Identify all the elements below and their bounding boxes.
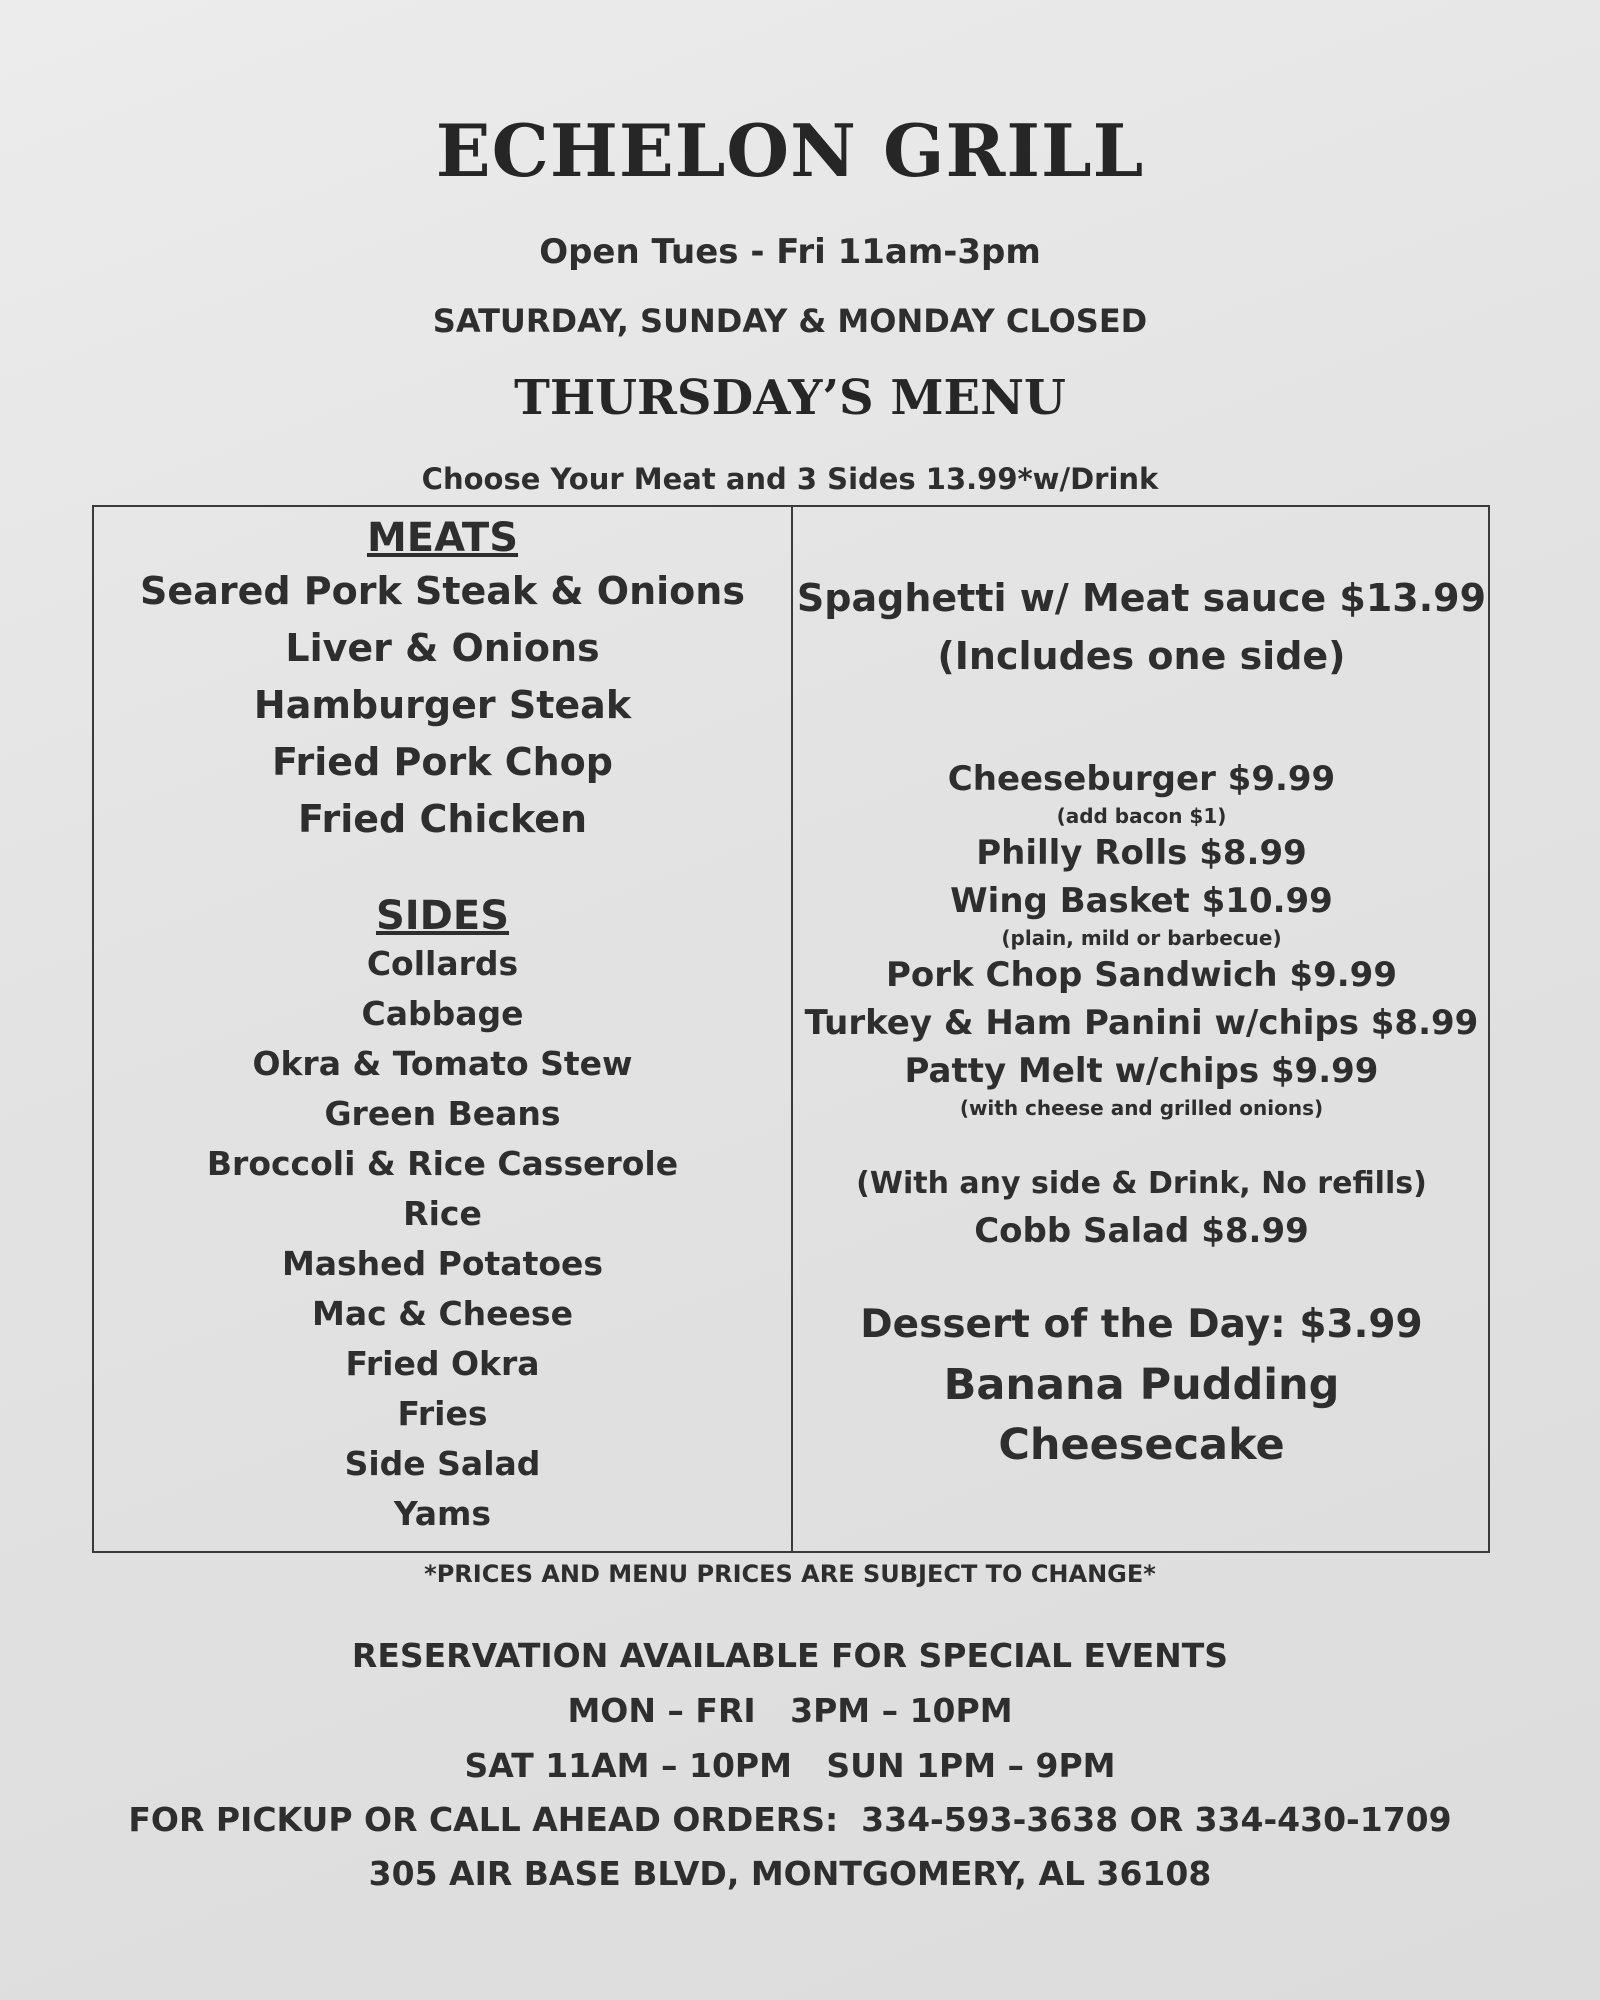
price-disclaimer: *PRICES AND MENU PRICES ARE SUBJECT TO CHANGE* [424, 1560, 1156, 1588]
weekday-event-hours: MON – FRI 3PM – 10PM [567, 1691, 1013, 1730]
closed-days: SATURDAY, SUNDAY & MONDAY CLOSED [432, 302, 1148, 340]
side-item: Fried Okra [345, 1344, 540, 1383]
side-item: Cabbage [361, 994, 524, 1033]
address: 305 AIR BASE BLVD, MONTGOMERY, AL 36108 [368, 1854, 1212, 1893]
dessert-name: Banana Pudding Cheesecake [943, 1360, 1340, 1470]
side-item: Green Beans [324, 1094, 561, 1133]
philly-item: Philly Rolls $8.99 [976, 833, 1307, 873]
side-item: Okra & Tomato Stew [252, 1044, 633, 1083]
cobb-salad-item: Cobb Salad $8.99 [974, 1211, 1309, 1251]
reservation-info: RESERVATION AVAILABLE FOR SPECIAL EVENTS [351, 1636, 1229, 1675]
meat-item: Fried Chicken [297, 797, 588, 841]
meats-heading: MEATS [366, 515, 519, 561]
restaurant-name: ECHELON GRILL [435, 108, 1145, 193]
specials-column [793, 507, 1490, 1475]
side-item: Mashed Potatoes [281, 1244, 604, 1283]
patty-melt-item: Patty Melt w/chips $9.99 [904, 1051, 1379, 1091]
side-drink-note: (With any side & Drink, No refills) [856, 1166, 1427, 1201]
spaghetti-item: Spaghetti w/ Meat sauce $13.99 [796, 576, 1487, 620]
porkchop-sandwich-item: Pork Chop Sandwich $9.99 [886, 955, 1397, 995]
side-item: Mac & Cheese [312, 1294, 573, 1333]
meat-item: Hamburger Steak [253, 683, 632, 727]
weekend-event-hours: SAT 11AM – 10PM SUN 1PM – 9PM [464, 1746, 1116, 1785]
side-item: Side Salad [344, 1444, 541, 1483]
menu-table [92, 505, 1490, 1553]
meat-item: Fried Pork Chop [272, 740, 613, 784]
meats-and-sides-column [94, 507, 791, 1539]
meat-item: Liver & Onions [285, 626, 600, 670]
dessert-price: Dessert of the Day: $3.99 [860, 1302, 1423, 1347]
side-item: Rice [403, 1194, 482, 1233]
meat-item: Seared Pork Steak & Onions [140, 569, 745, 613]
panini-item: Turkey & Ham Panini w/chips $8.99 [804, 1003, 1479, 1043]
side-item: Yams [393, 1494, 492, 1533]
menu-title: THURSDAY’S MENU [514, 370, 1066, 426]
phone-numbers: FOR PICKUP OR CALL AHEAD ORDERS: 334-593-3638 OR 334-430-1709 [128, 1800, 1452, 1839]
patty-melt-note: (with cheese and grilled onions) [959, 1096, 1324, 1120]
open-hours: Open Tues - Fri 11am-3pm [539, 232, 1041, 272]
spaghetti-note: (Includes one side) [937, 634, 1346, 678]
sides-heading: SIDES [375, 893, 510, 939]
cheeseburger-item: Cheeseburger $9.99 [947, 759, 1336, 799]
side-item: Broccoli & Rice Casserole [206, 1144, 679, 1183]
wings-item: Wing Basket $10.99 [950, 881, 1333, 921]
cheeseburger-note: (add bacon $1) [1056, 804, 1227, 828]
side-item: Collards [366, 944, 519, 983]
wings-note: (plain, mild or barbecue) [1001, 926, 1282, 950]
meat-and-sides-deal: Choose Your Meat and 3 Sides 13.99*w/Drink [421, 462, 1159, 496]
side-item: Fries [397, 1394, 488, 1433]
